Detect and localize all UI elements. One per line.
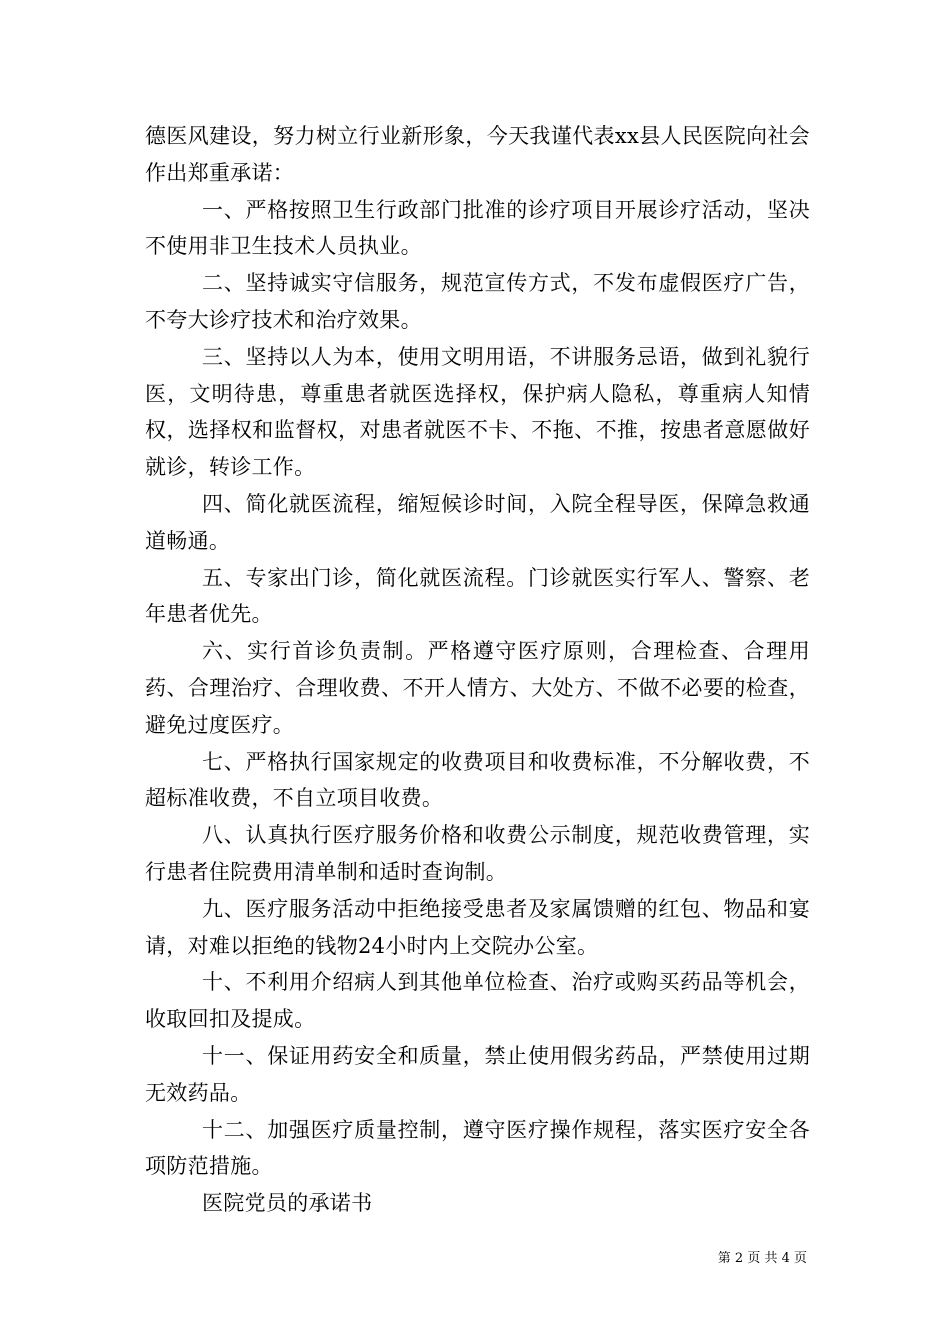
paragraph-item-10: 十、不利用介绍病人到其他单位检查、治疗或购买药品等机会，收取回扣及提成。 <box>145 970 810 1032</box>
paragraph-item-6: 六、实行首诊负责制。严格遵守医疗原则，合理检查、合理用药、合理治疗、合理收费、不开人情方、大处方、不做不必要的检查，避免过度医疗。 <box>145 639 810 737</box>
document-body <box>145 118 810 1222</box>
paragraph-item-2: 二、坚持诚实守信服务，规范宣传方式，不发布虚假医疗广告，不夸大诊疗技术和治疗效果。 <box>145 271 810 332</box>
page-number: 第 2 页 共 4 页 <box>717 1251 807 1266</box>
paragraph-item-9: 九、医疗服务活动中拒绝接受患者及家属馈赠的红包、物品和宴请，对难以拒绝的钱物24小时内上交院办公室。 <box>145 896 810 958</box>
paragraph-item-7: 七、严格执行国家规定的收费项目和收费标准，不分解收费，不超标准收费，不自立项目收费。 <box>145 749 810 811</box>
paragraph-item-12: 十二、加强医疗质量控制，遵守医疗操作规程，落实医疗安全各项防范措施。 <box>145 1117 810 1179</box>
paragraph-item-5: 五、专家出门诊，简化就医流程。门诊就医实行军人、警察、老年患者优先。 <box>145 565 810 627</box>
paragraph-item-3: 三、坚持以人为本，使用文明用语，不讲服务忌语，做到礼貌行医，文明待患，尊重患者就医选择权，保护病人隐私，尊重病人知情权，选择权和监督权，对患者就医不卡、不拖、不推，按患者意愿做好就诊，转诊工作。 <box>145 344 810 480</box>
paragraph-item-4: 四、简化就医流程，缩短候诊时间，入院全程导医，保障急救通道畅通。 <box>145 491 810 553</box>
paragraph-item-8: 八、认真执行医疗服务价格和收费公示制度，规范收费管理，实行患者住院费用清单制和适时查询制。 <box>145 823 810 884</box>
paragraph-item-1: 一、严格按照卫生行政部门批准的诊疗项目开展诊疗活动，坚决不使用非卫生技术人员执业。 <box>145 197 810 259</box>
paragraph-intro: 德医风建设，努力树立行业新形象，今天我谨代表xx县人民医院向社会作出郑重承诺： <box>145 124 810 185</box>
paragraph-item-11: 十一、保证用药安全和质量，禁止使用假劣药品，严禁使用过期无效药品。 <box>145 1043 810 1105</box>
section-heading: 医院党员的承诺书 <box>202 1191 373 1216</box>
